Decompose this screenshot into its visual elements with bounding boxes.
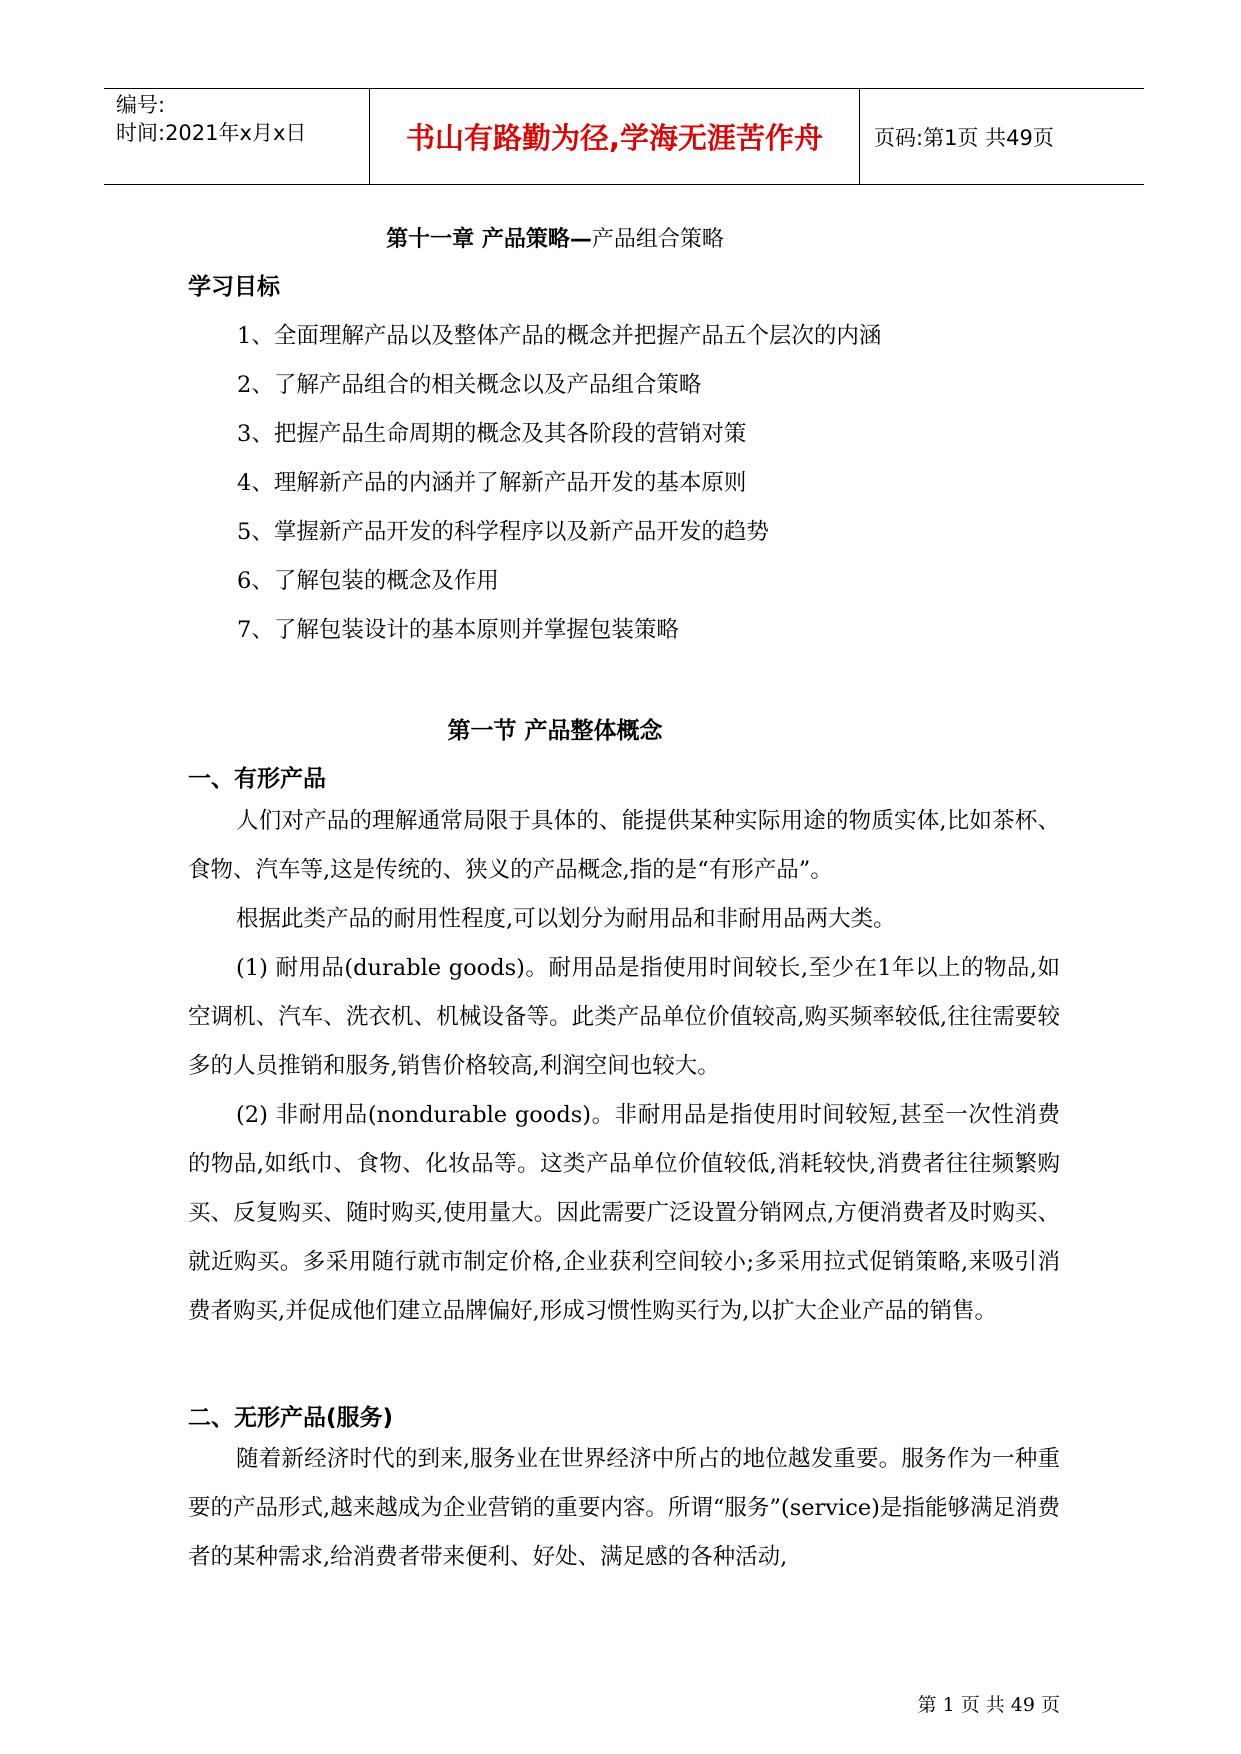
objective-item: 2、了解产品组合的相关概念以及产品组合策略: [237, 372, 702, 398]
header-number-label: 编号:: [116, 93, 166, 117]
header-time-label: 时间:2021年x月x日: [116, 121, 307, 145]
header-page-info: 页码:第1页 共49页: [874, 125, 1054, 150]
objective-item: 3、把握产品生命周期的概念及其各阶段的营销对策: [237, 421, 747, 447]
objective-item: 1、全面理解产品以及整体产品的概念并把握产品五个层次的内涵: [237, 323, 882, 349]
paragraph: (2) 非耐用品(nondurable goods)。非耐用品是指使用时间较短,甚至一次性消费的物品,如纸巾、食物、化妆品等。这类产品单位价值较低,消耗较快,消费者往往频繁购买、反复购买、随时购买,使用量大。因此需要广泛设置分销网点,方便消费者及时购买、就近购买。多采用随行就市制定价格,企业获利空间较小;多采用拉式促销策略,来吸引消费者购买,并促成他们建立品牌偏好,形成习惯性购买行为,以扩大企业产品的销售。: [188, 1102, 1060, 1324]
page-footer: 第 1 页 共 49 页: [917, 1694, 1060, 1716]
objective-item: 6、了解包装的概念及作用: [237, 568, 499, 594]
chapter-title: [0, 222, 1110, 253]
chapter-title-bold: 第十一章 产品策略—: [386, 227, 592, 252]
header-motto: 书山有路勤为径,学海无涯苦作舟: [405, 121, 824, 155]
subsection-heading: 二、无形产品(服务): [188, 1405, 394, 1431]
paragraph: 人们对产品的理解通常局限于具体的、能提供某种实际用途的物质实体,比如茶杯、食物、汽车等,这是传统的、狭义的产品概念,指的是“有形产品”。: [188, 808, 1060, 883]
paragraph: (1) 耐用品(durable goods)。耐用品是指使用时间较长,至少在1年以上的物品,如空调机、汽车、洗衣机、机械设备等。此类产品单位价值较高,购买频率较低,往往需要较多的人员推销和服务,销售价格较高,利润空间也较大。: [188, 955, 1060, 1079]
paragraph: 根据此类产品的耐用性程度,可以划分为耐用品和非耐用品两大类。: [236, 906, 896, 932]
objective-item: 7、了解包装设计的基本原则并掌握包装策略: [237, 617, 679, 643]
objective-item: 5、掌握新产品开发的科学程序以及新产品开发的趋势: [237, 519, 769, 545]
objective-item: 4、理解新产品的内涵并了解新产品开发的基本原则: [237, 470, 747, 496]
paragraph: 随着新经济时代的到来,服务业在世界经济中所占的地位越发重要。服务作为一种重要的产品形式,越来越成为企业营销的重要内容。所谓“服务”(service)是指能够满足消费者的某种需求,给消费者带来便利、好处、满足感的各种活动,: [188, 1446, 1060, 1570]
header-divider: [859, 89, 860, 184]
chapter-title-rest: 产品组合策略: [591, 227, 724, 252]
header-meta: [116, 91, 366, 147]
section-title: 第一节 产品整体概念: [447, 718, 663, 744]
objectives-heading: 学习目标: [188, 274, 280, 300]
page-header: [104, 88, 1144, 185]
subsection-heading: 一、有形产品: [188, 766, 326, 792]
